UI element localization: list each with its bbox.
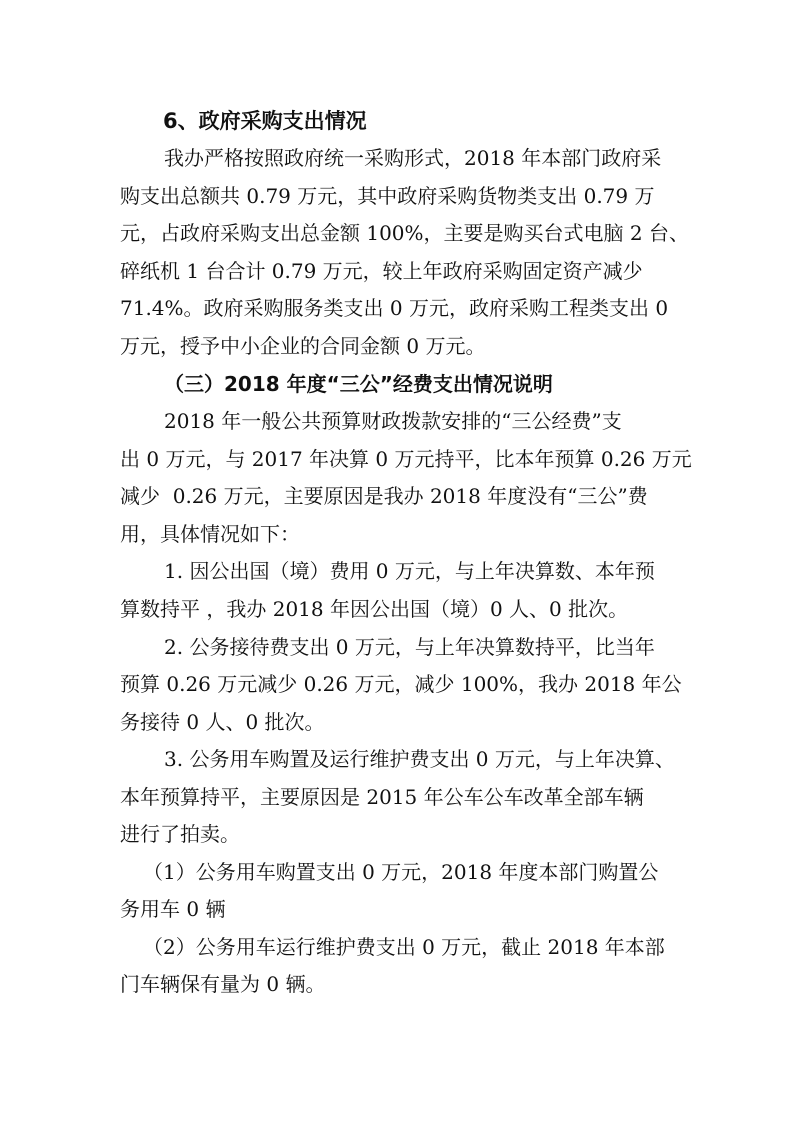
- item2-line: 务接待 0 人、0 批次。: [120, 710, 325, 734]
- item1-line: 算数持平 ，我办 2018 年因公出国（境）0 人、0 批次。: [120, 597, 629, 621]
- sub2-line: 门车辆保有量为 0 辆。: [120, 972, 326, 996]
- item2-line: 预算 0.26 万元减少 0.26 万元，减少 100%，我办 2018 年公: [120, 672, 682, 696]
- sangong-intro-line: 用，具体情况如下：: [120, 522, 300, 546]
- sangong-intro-line: 出 0 万元，与 2017 年决算 0 万元持平，比本年预算 0.26 万元: [120, 447, 692, 471]
- sub1-line: （1）公务用车购置支出 0 万元，2018 年度本部门购置公: [143, 860, 659, 884]
- sub1-line: 务用车 0 辆: [120, 897, 226, 921]
- item2-line: 2. 公务接待费支出 0 万元，与上年决算数持平，比当年: [164, 635, 655, 659]
- procurement-line: 我办严格按照政府统一采购形式，2018 年本部门政府采: [164, 146, 662, 170]
- procurement-line: 万元，授予中小企业的合同金额 0 万元。: [120, 334, 486, 358]
- item3-line: 3. 公务用车购置及运行维护费支出 0 万元，与上年决算、: [164, 747, 675, 771]
- sangong-intro-line: 减少 0.26 万元，主要原因是我办 2018 年度没有“三公”费: [120, 484, 648, 508]
- section-title: 6、政府采购支出情况: [163, 109, 367, 133]
- procurement-line: 购支出总额共 0.79 万元，其中政府采购货物类支出 0.79 万: [120, 184, 655, 208]
- item1-line: 1. 因公出国（境）费用 0 万元，与上年决算数、本年预: [164, 559, 655, 583]
- sub2-line: （2）公务用车运行维护费支出 0 万元，截止 2018 年本部: [143, 935, 665, 959]
- procurement-line: 71.4%。政府采购服务类支出 0 万元，政府采购工程类支出 0: [120, 296, 669, 320]
- item3-line: 本年预算持平，主要原因是 2015 年公车公车改革全部车辆: [120, 785, 644, 809]
- item3-line: 进行了拍卖。: [120, 822, 240, 846]
- procurement-line: 元，占政府采购支出总金额 100%，主要是购买台式电脑 2 台、: [120, 221, 689, 245]
- procurement-line: 碎纸机 1 台合计 0.79 万元，较上年政府采购固定资产减少: [120, 259, 643, 283]
- sangong-intro-line: 2018 年一般公共预算财政拨款安排的“三公经费”支: [164, 409, 622, 433]
- subsection-title: （三）2018 年度“三公”经费支出情况说明: [164, 372, 553, 396]
